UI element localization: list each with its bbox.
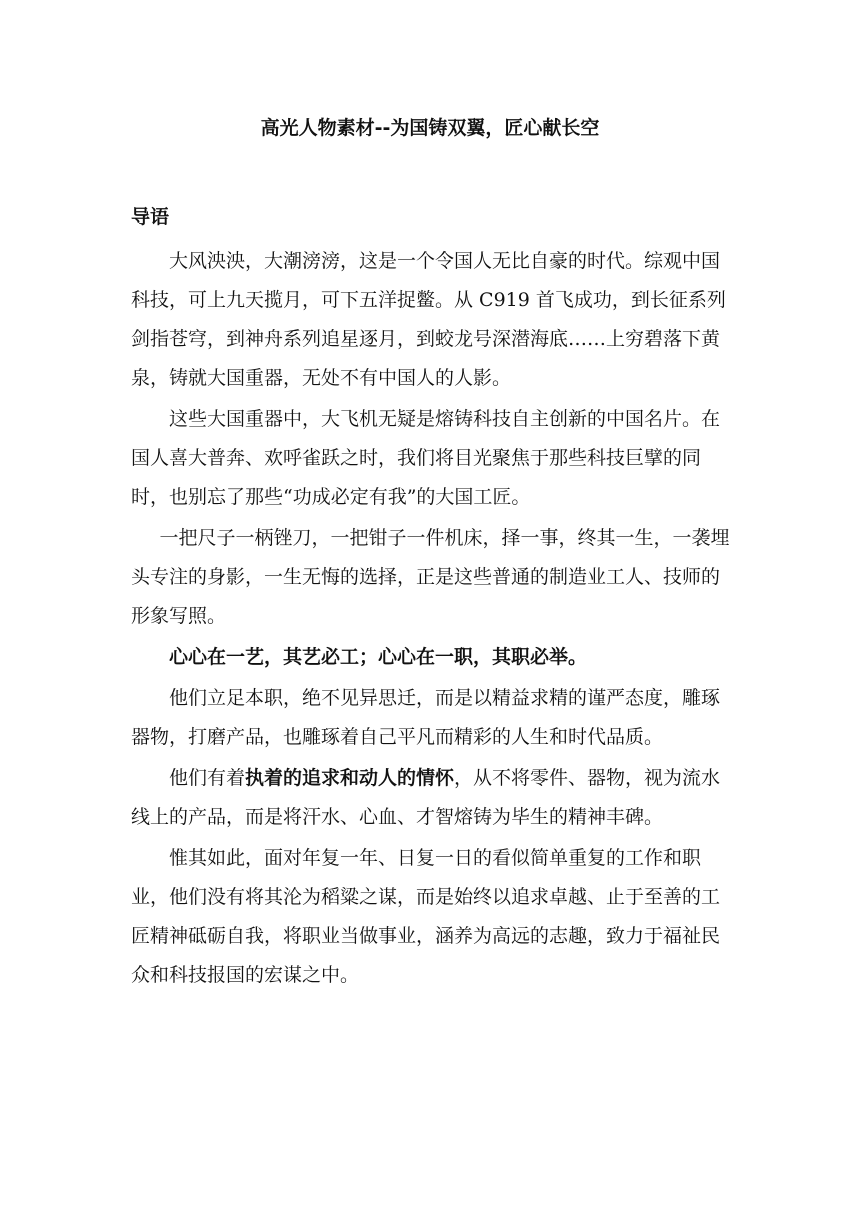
paragraph-6-rest: ，从不将零件、器物，视为流水线上的产品，而是将汗水、心血、才智熔铸为毕生的精神丰碑。	[131, 767, 721, 828]
document-body	[131, 242, 731, 995]
paragraph-6-lead: 他们有着	[169, 767, 246, 789]
paragraph-2: 这些大国重器中，大飞机无疑是熔铸科技自主创新的中国名片。在国人喜大普奔、欢呼雀跃之时，我们将目光聚焦于那些科技巨擘的同时，也别忘了那些“功成必定有我”的大国工匠。	[131, 408, 721, 508]
paragraph-4-bold-quote: 心心在一艺，其艺必工；心心在一职，其职必举。	[169, 646, 588, 668]
section-heading: 导语	[131, 206, 170, 228]
paragraph-6-emphasis: 执着的追求和动人的情怀	[245, 767, 455, 789]
paragraph-6	[131, 759, 731, 837]
document-title: 高光人物素材--为国铸双翼，匠心献长空	[260, 117, 600, 139]
paragraph-7: 惟其如此，面对年复一年、日复一日的看似简单重复的工作和职业，他们没有将其沦为稻粱之谋，而是始终以追求卓越、止于至善的工匠精神砥砺自我，将职业当做事业，涵养为高远的志趣，致力于福祉民众和科技报国的宏谋之中。	[131, 847, 721, 986]
paragraph-5: 他们立足本职，绝不见异思迁，而是以精益求精的谨严态度，雕琢器物，打磨产品，也雕琢着自己平凡而精彩的人生和时代品质。	[131, 687, 721, 748]
paragraph-1: 大风泱泱，大潮滂滂，这是一个令国人无比自豪的时代。综观中国科技，可上九天揽月，可下五洋捉鳖。从 C919 首飞成功，到长征系列剑指苍穹，到神舟系列追星逐月，到蛟龙号深潜海底……上穷碧落下黄泉，铸就大国重器，无处不有中国人的人影。	[131, 250, 726, 389]
paragraph-3: 一把尺子一柄锉刀，一把钳子一件机床，择一事，终其一生，一袭埋头专注的身影，一生无悔的选择，正是这些普通的制造业工人、技师的形象写照。	[131, 527, 730, 627]
